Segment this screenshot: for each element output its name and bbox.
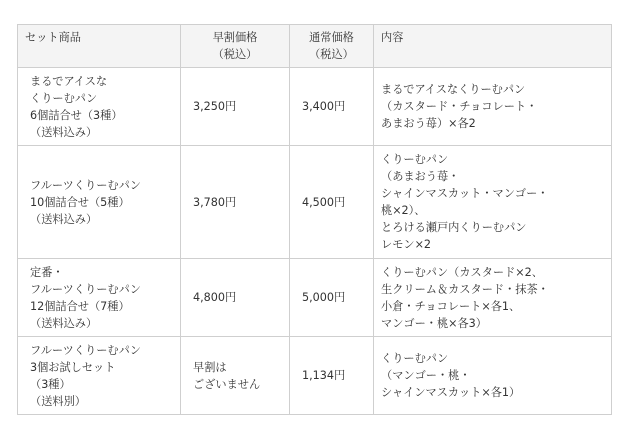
header-regular-price: [290, 25, 374, 68]
header-contents: [374, 25, 612, 68]
product-line: 12個詰合せ（7種）: [30, 299, 130, 313]
regular-price-cell: [290, 259, 374, 337]
contents-line: （マンゴー・桃・: [381, 369, 471, 382]
contents-line: まるでアイスなくりーむパン: [381, 83, 526, 96]
header-line: （税込）: [212, 48, 258, 61]
product-line: フルーツくりーむパン: [30, 343, 141, 357]
header-line: セット商品: [25, 31, 81, 44]
regular-price-cell: [290, 337, 374, 415]
early-price-cell: [181, 337, 290, 415]
early-price-line: 4,800円: [193, 291, 237, 304]
regular-price-value: 1,134円: [302, 369, 346, 382]
early-price-cell: [181, 259, 290, 337]
product-line: フルーツくりーむパン: [30, 178, 141, 192]
product-line: 10個詰合せ（5種）: [30, 195, 130, 209]
header-line: 内容: [381, 31, 404, 44]
header-row: [18, 25, 612, 68]
contents-cell: [374, 259, 612, 337]
regular-price-cell: [290, 68, 374, 146]
regular-price-value: 4,500円: [302, 195, 346, 209]
contents-line: 小倉・チョコレート×各1、: [381, 299, 521, 313]
product-line: 定番・: [30, 265, 64, 279]
early-price-line: ございません: [193, 377, 261, 391]
table-body: [18, 68, 612, 415]
product-cell: [18, 68, 181, 146]
contents-line: 生クリーム＆カスタード・抹茶・: [381, 282, 549, 296]
contents-line: 桃×2）、: [381, 204, 426, 217]
contents-cell: [374, 68, 612, 146]
product-cell: [18, 259, 181, 337]
regular-price-value: 3,400円: [302, 100, 346, 113]
price-table: [17, 24, 612, 415]
product-line: （送料込み）: [30, 212, 98, 226]
contents-line: マンゴー・桃×各3）: [381, 316, 487, 330]
header-line: （税込）: [309, 48, 354, 61]
contents-line: （あまおう苺・: [381, 170, 460, 183]
early-price-line: 早割は: [193, 360, 227, 374]
contents-cell: [374, 337, 612, 415]
contents-line: とろける瀬戸内くりーむパン: [381, 221, 527, 234]
table-row: [18, 259, 612, 337]
contents-line: シャインマスカット・マンゴー・: [381, 187, 549, 200]
product-line: まるでアイスな: [30, 74, 108, 88]
product-line: フルーツくりーむパン: [30, 282, 141, 296]
early-price-line: 3,250円: [193, 100, 237, 113]
table-row: [18, 337, 612, 415]
header-early-price: [181, 25, 290, 68]
header-line: 通常価格: [309, 31, 354, 44]
contents-line: あまおう苺）×各2: [381, 117, 476, 130]
product-line: くりーむパン: [30, 91, 98, 105]
product-cell: [18, 146, 181, 259]
regular-price-value: 5,000円: [302, 291, 346, 304]
early-price-line: 3,780円: [193, 195, 237, 209]
product-line: （送料込み）: [30, 316, 98, 330]
product-line: 6個詰合せ（3種）: [30, 108, 123, 122]
early-price-cell: [181, 146, 290, 259]
header-product: [18, 25, 181, 68]
contents-cell: [374, 146, 612, 259]
table-row: [18, 146, 612, 259]
contents-line: （カスタード・チョコレート・: [381, 100, 538, 113]
contents-line: くりーむパン: [381, 352, 449, 365]
product-cell: [18, 337, 181, 415]
product-line: （3種）: [30, 377, 71, 391]
header-line: 早割価格: [212, 31, 258, 44]
regular-price-cell: [290, 146, 374, 259]
table-row: [18, 68, 612, 146]
contents-line: レモン×2: [381, 238, 432, 251]
contents-line: シャインマスカット×各1）: [381, 386, 521, 399]
product-line: （送料別）: [30, 394, 86, 408]
early-price-cell: [181, 68, 290, 146]
contents-line: くりーむパン（カスタード×2、: [381, 265, 543, 279]
product-line: （送料込み）: [30, 125, 98, 139]
product-line: 3個お試しセット: [30, 360, 116, 374]
contents-line: くりーむパン: [381, 153, 449, 166]
